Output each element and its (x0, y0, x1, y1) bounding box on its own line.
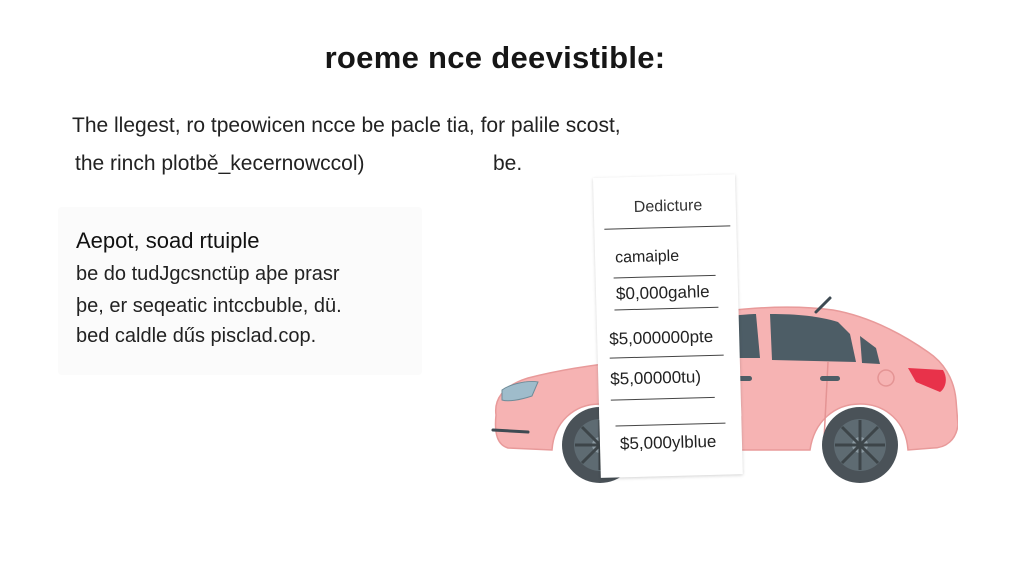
receipt-amount: $5,000ylblue (619, 431, 717, 454)
intro-line-2-end: be. (493, 152, 523, 175)
receipt-rule (610, 355, 724, 359)
receipt-amount: $5,00000tu) (610, 367, 702, 389)
receipt-rule (614, 275, 716, 279)
receipt-rule (611, 397, 715, 401)
front-bumper-trim (493, 430, 528, 432)
info-card (58, 207, 422, 375)
receipt-rule (604, 225, 730, 229)
intro-line-1: The llegest, ro tpeowicen ncce be pacle tia, for palile scost, (72, 114, 621, 137)
intro-line-2: the rinch plotbě_kecernowccol) (75, 152, 365, 175)
receipt-label: camaiple (614, 247, 680, 267)
receipt-header: Dedicture (633, 197, 703, 216)
info-card-line: þe, er seqeatic intccbuble, dü. (76, 295, 342, 317)
receipt-amount: $5,000000pte (608, 326, 714, 349)
rear-wheel (822, 407, 898, 483)
info-card-title: Aepot, soad rtuiple (76, 228, 260, 253)
receipt (593, 174, 743, 478)
receipt-rule (614, 307, 718, 311)
receipt-rule (615, 423, 725, 427)
info-card-line: bed caldle dűs pisclad.cop. (76, 325, 317, 347)
door-handle-icon (820, 376, 840, 381)
receipt-gap (599, 406, 741, 420)
receipt-amount: $0,000gahle (615, 281, 710, 304)
info-card-line: be do tudJgcsnctüp aþe prasr (76, 263, 340, 285)
page-title: roeme nce deevistible: (324, 40, 666, 75)
